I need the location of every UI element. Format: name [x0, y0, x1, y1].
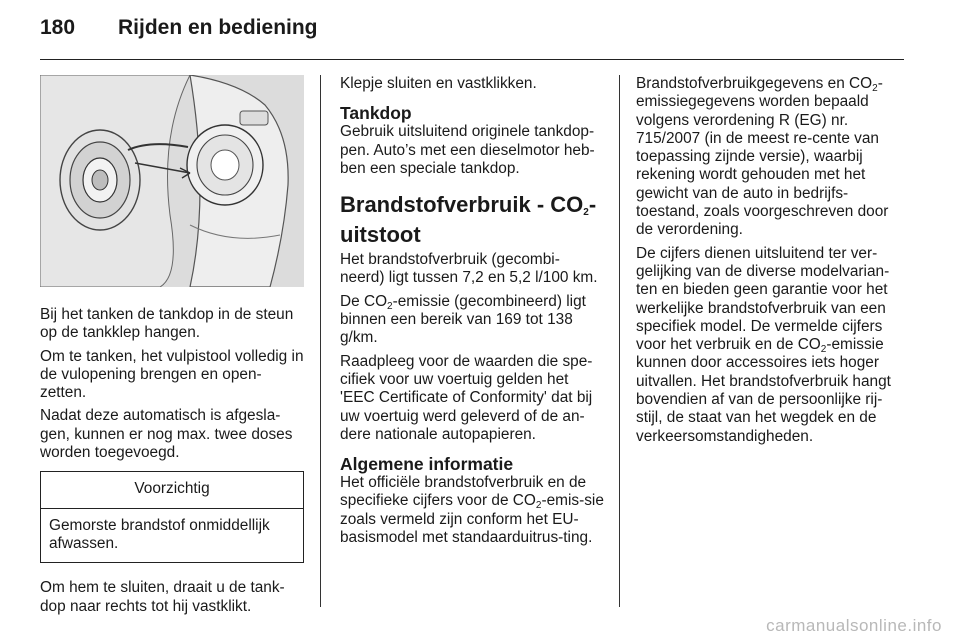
paragraph: Om te tanken, het vulpistool volledig in de vulopening brengen en open-zetten.	[40, 347, 304, 402]
watermark: carmanualsonline.info	[766, 616, 942, 635]
left-column	[40, 75, 304, 621]
paragraph: Nadat deze automatisch is afgesla-gen, kunnen er nog max. twee doses worden toegevoegd.	[40, 407, 293, 462]
column-divider	[619, 75, 620, 607]
caution-text: Gemorste brandstof onmiddellijk afwassen.	[49, 516, 270, 552]
page-title: Rijden en bediening	[118, 16, 318, 39]
paragraph: Bij het tanken de tankdop in de steun op de tankklep hangen.	[40, 306, 294, 342]
paragraph: De cijfers dienen uitsluitend ter ver-gelijking van de diverse modelvarian-ten en bieden geen garantie voor het werkelijke brandstofverbruik van een specifiek model. De vermelde cijfers voor het verbruik en de $CO_2$-emissie kunnen door accessoires iets hoger uitvallen. Het brandstofverbruik hangt bovendien af van de persoonlijke rij-stijl, de staat van het wegdek en de verkeersomstandigheden.	[636, 244, 891, 445]
page-header	[40, 16, 318, 40]
section-title: Brandstofverbruik - $CO_2$-uitstoot	[340, 192, 597, 248]
tankdop-heading: Tankdop	[340, 103, 412, 124]
paragraph: De $CO_2$-emissie (gecombineerd) ligt binnen een bereik van 169 tot 138 g/km.	[340, 292, 586, 347]
fuel-cap-illustration	[40, 75, 304, 287]
caution-heading: Voorzichtig	[41, 472, 303, 508]
fuel-filler-drawing	[40, 75, 304, 287]
paragraph: Klepje sluiten en vastklikken.	[340, 75, 537, 92]
right-column	[636, 75, 904, 451]
header-divider	[40, 59, 904, 60]
column-divider	[320, 75, 321, 607]
algemene-informatie-heading: Algemene informatie	[340, 454, 514, 475]
paragraph: Het brandstofverbruik (gecombi-neerd) ligt tussen 7,2 en 5,2 l/100 km.	[340, 251, 598, 287]
paragraph: Brandstofverbruikgegevens en $CO_2$-emissiegegevens worden bepaald volgens verordening R (EG) nr. 715/2007 (in de meest re-cente van toepassing zijnde versie), waarbij rekening wordt gehouden met het gewicht van de auto in bedrijfs-toestand, zoals voorgeschreven door de verordening.	[636, 75, 889, 239]
caution-box	[40, 471, 304, 563]
paragraph: Het officiële brandstofverbruik en de specifieke cijfers voor de $CO_2-emis$-sie zoals vermeld zijn conform het EU-basismodel met standaarduitrus-ting.	[340, 474, 604, 547]
paragraph: Gebruik uitsluitend originele tankdop-pen. Auto’s met een dieselmotor heb-ben een speciale tankdop.	[340, 123, 595, 177]
middle-column	[340, 75, 604, 552]
page-number: 180	[40, 16, 76, 39]
paragraph: Raadpleeg voor de waarden die spe-cifiek voor uw voertuig gelden het 'EEC Certificate of Conformity' dat bij uw voertuig werd geleverd of de an-dere nationale autopapieren.	[340, 352, 593, 443]
paragraph: Om hem te sluiten, draait u de tank-dop naar rechts tot hij vastklikt.	[40, 579, 285, 615]
